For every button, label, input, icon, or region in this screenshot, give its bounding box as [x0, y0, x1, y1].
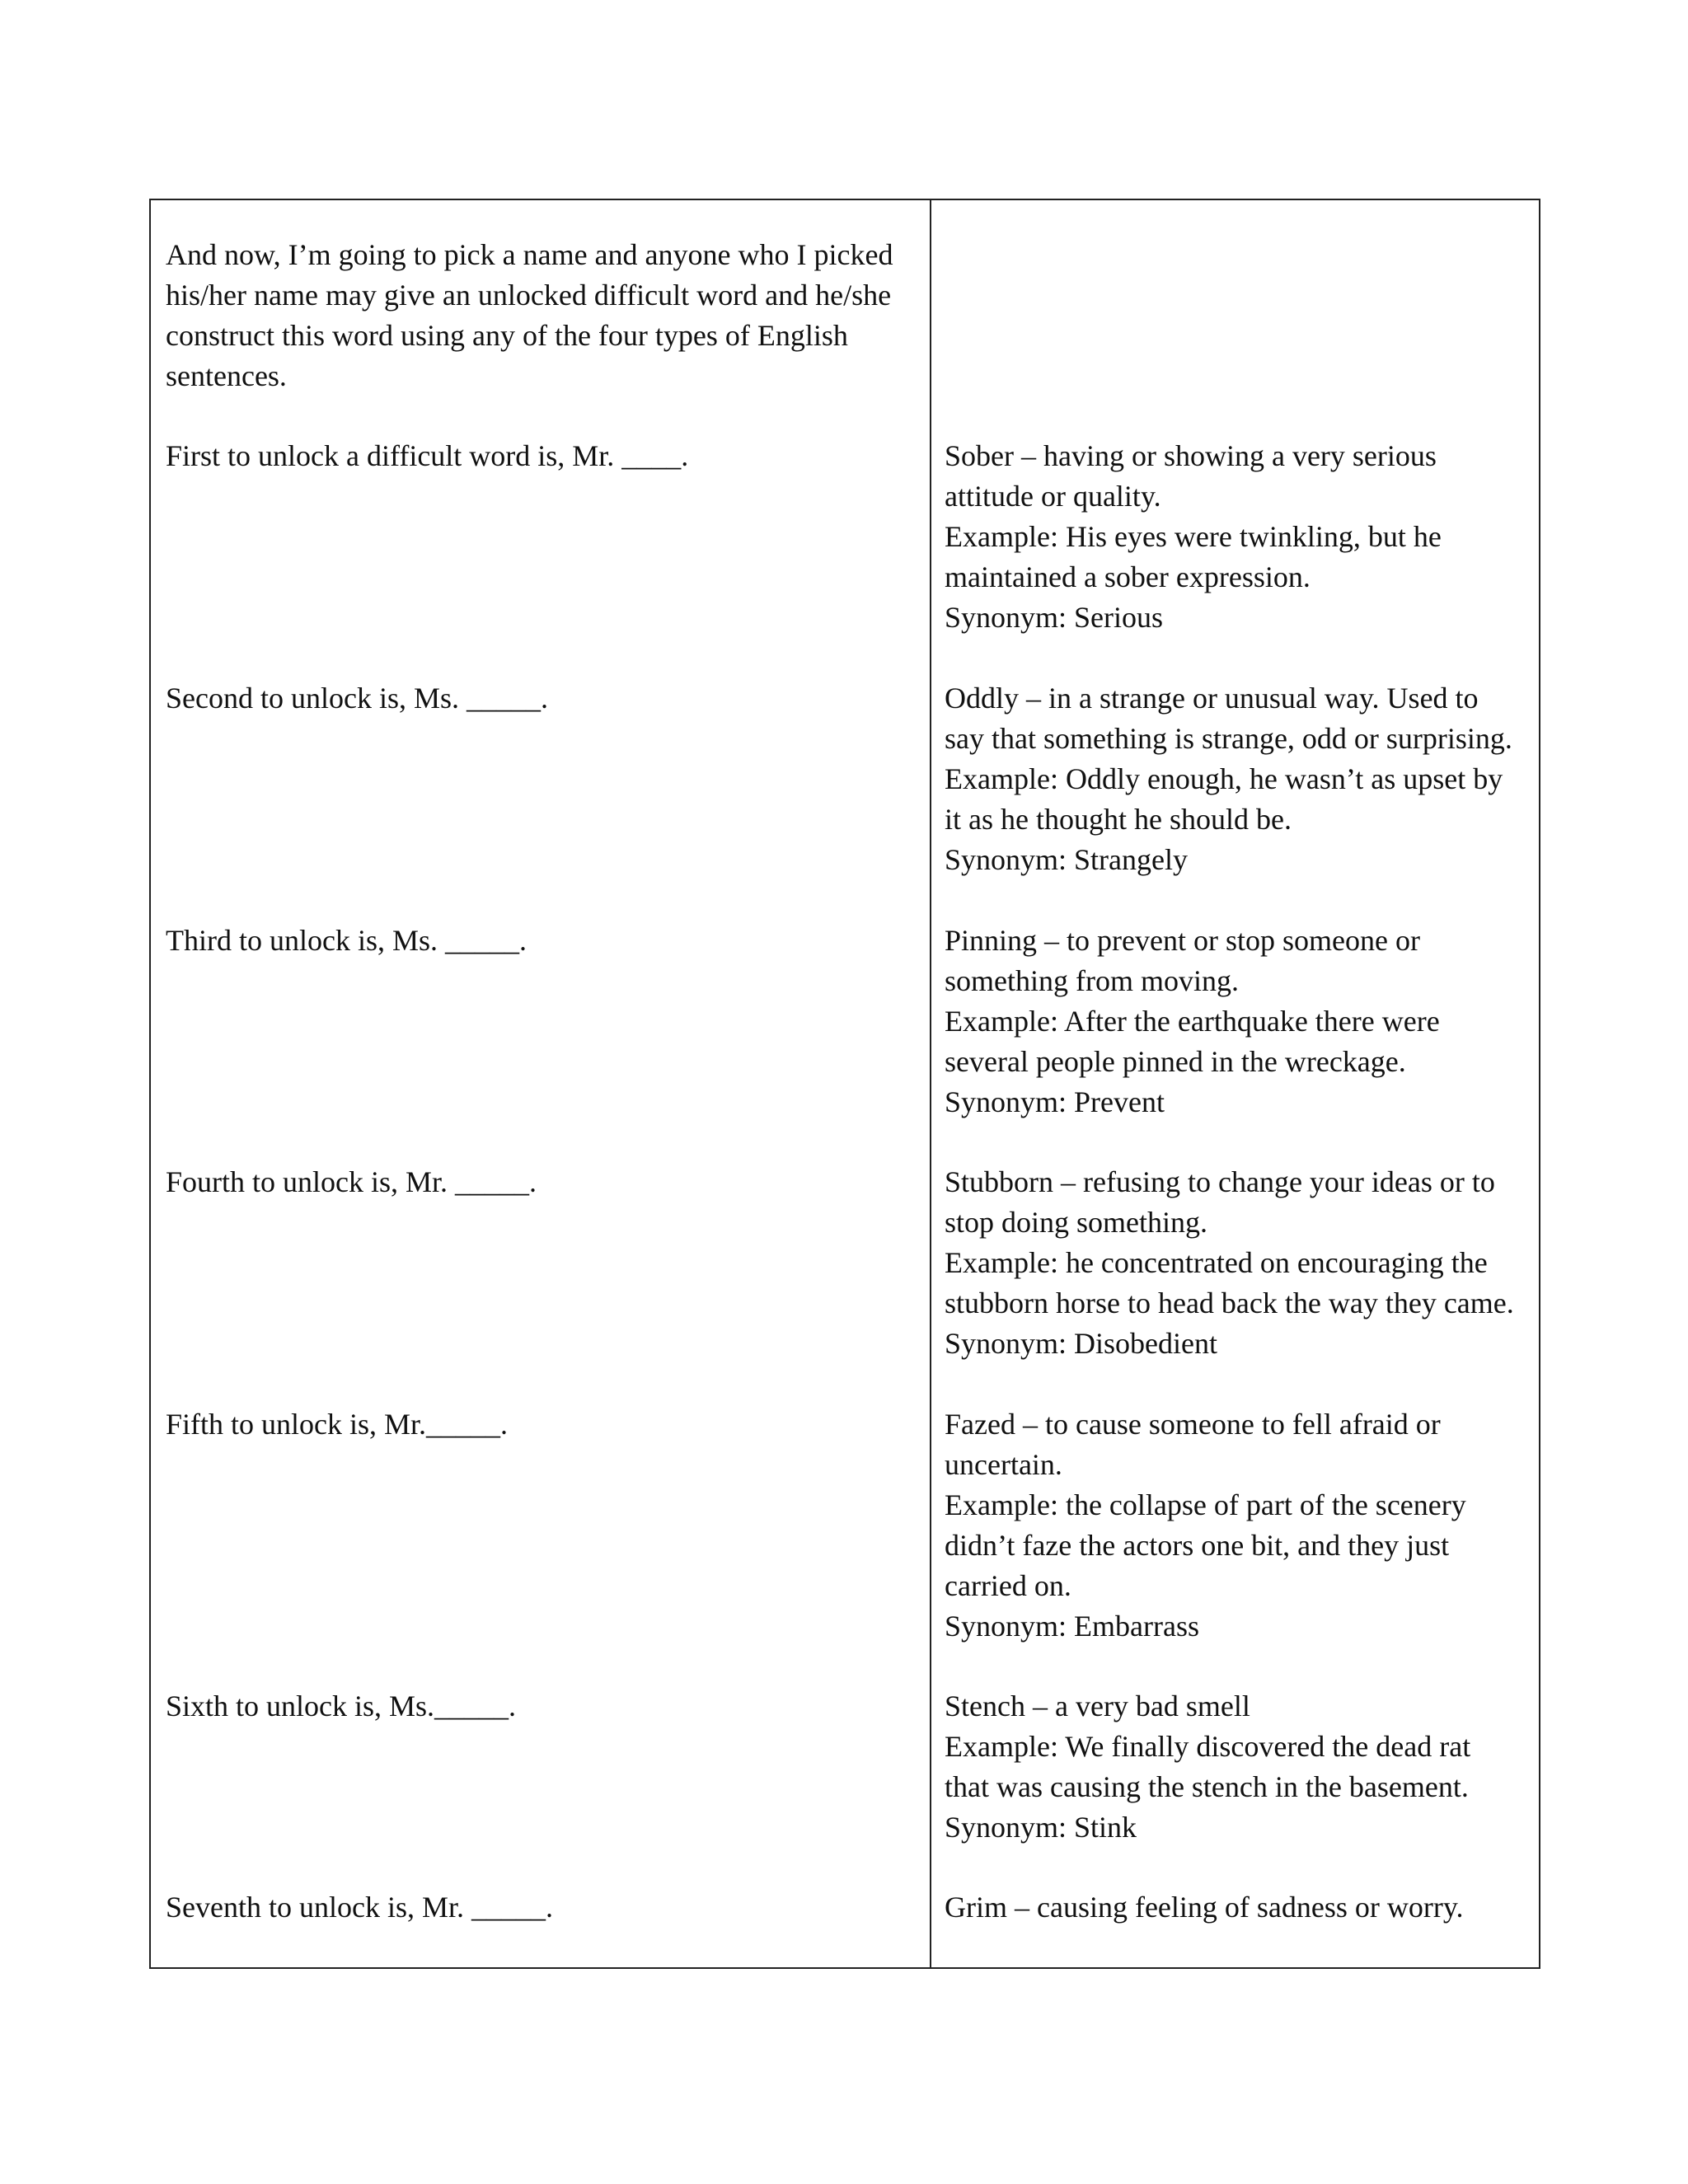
definition-line: it as he thought he should be. — [945, 803, 1292, 836]
definition-line: didn’t faze the actors one bit, and they just — [945, 1529, 1450, 1562]
definition-line: that was causing the stench in the basement. — [945, 1770, 1469, 1803]
definition-stubborn — [945, 1162, 1514, 1364]
prompt-fifth: Fifth to unlock is, Mr._____. — [166, 1408, 509, 1441]
intro-line: construct this word using any of the four types of English — [166, 319, 848, 352]
definition-line: something from moving. — [945, 964, 1239, 997]
definition-line: carried on. — [945, 1569, 1071, 1602]
prompt-sixth: Sixth to unlock is, Ms._____. — [166, 1690, 517, 1722]
definition-fazed — [945, 1404, 1466, 1647]
definition-line: Example: Oddly enough, he wasn’t as upset by — [945, 762, 1503, 795]
definition-line: Synonym: Stink — [945, 1811, 1137, 1844]
definition-line: Synonym: Prevent — [945, 1085, 1165, 1118]
definition-line: Example: After the earthquake there were — [945, 1005, 1440, 1038]
definition-line: uncertain. — [945, 1448, 1062, 1481]
definition-line: Synonym: Embarrass — [945, 1610, 1199, 1643]
intro-paragraph — [166, 235, 893, 396]
definition-line: several people pinned in the wreckage. — [945, 1045, 1406, 1078]
definition-line: Example: the collapse of part of the scenery — [945, 1488, 1466, 1521]
definition-line: Synonym: Strangely — [945, 843, 1188, 876]
definition-line: stop doing something. — [945, 1206, 1208, 1239]
definition-line: Stubborn – refusing to change your ideas or to — [945, 1165, 1495, 1198]
definition-pinning — [945, 921, 1440, 1122]
prompt-third: Third to unlock is, Ms. _____. — [166, 924, 527, 957]
prompt-seventh: Seventh to unlock is, Mr. _____. — [166, 1891, 553, 1924]
definition-line: attitude or quality. — [945, 480, 1161, 513]
definition-oddly — [945, 678, 1512, 880]
prompt-fourth: Fourth to unlock is, Mr. _____. — [166, 1165, 537, 1198]
definition-grim — [945, 1887, 1464, 1928]
prompt-first: First to unlock a difficult word is, Mr. ____. — [166, 439, 689, 472]
definition-line: Example: he concentrated on encouraging the — [945, 1246, 1488, 1279]
intro-line: sentences. — [166, 359, 287, 392]
definition-line: Example: We finally discovered the dead rat — [945, 1730, 1471, 1763]
prompt-second: Second to unlock is, Ms. _____. — [166, 682, 548, 715]
definition-line: Pinning – to prevent or stop someone or — [945, 924, 1420, 957]
definition-line: Synonym: Serious — [945, 601, 1164, 634]
definition-stench — [945, 1686, 1470, 1848]
vocabulary-table — [149, 199, 1540, 1969]
definition-line: Oddly – in a strange or unusual way. Used to — [945, 682, 1479, 715]
intro-line: his/her name may give an unlocked difficult word and he/she — [166, 279, 892, 312]
definition-line: Synonym: Disobedient — [945, 1327, 1217, 1360]
definition-line: Grim – causing feeling of sadness or worry. — [945, 1891, 1464, 1924]
definition-line: Stench – a very bad smell — [945, 1690, 1250, 1722]
definition-line: stubborn horse to head back the way they came. — [945, 1286, 1514, 1319]
definition-line: say that something is strange, odd or surprising. — [945, 722, 1512, 755]
definition-line: maintained a sober expression. — [945, 560, 1311, 593]
right-column — [931, 200, 1539, 1967]
definition-line: Example: His eyes were twinkling, but he — [945, 520, 1442, 553]
definition-line: Sober – having or showing a very serious — [945, 439, 1437, 472]
definition-sober — [945, 436, 1442, 638]
intro-line: And now, I’m going to pick a name and anyone who I picked — [166, 238, 893, 271]
left-column — [151, 200, 930, 1967]
definition-line: Fazed – to cause someone to fell afraid or — [945, 1408, 1441, 1441]
